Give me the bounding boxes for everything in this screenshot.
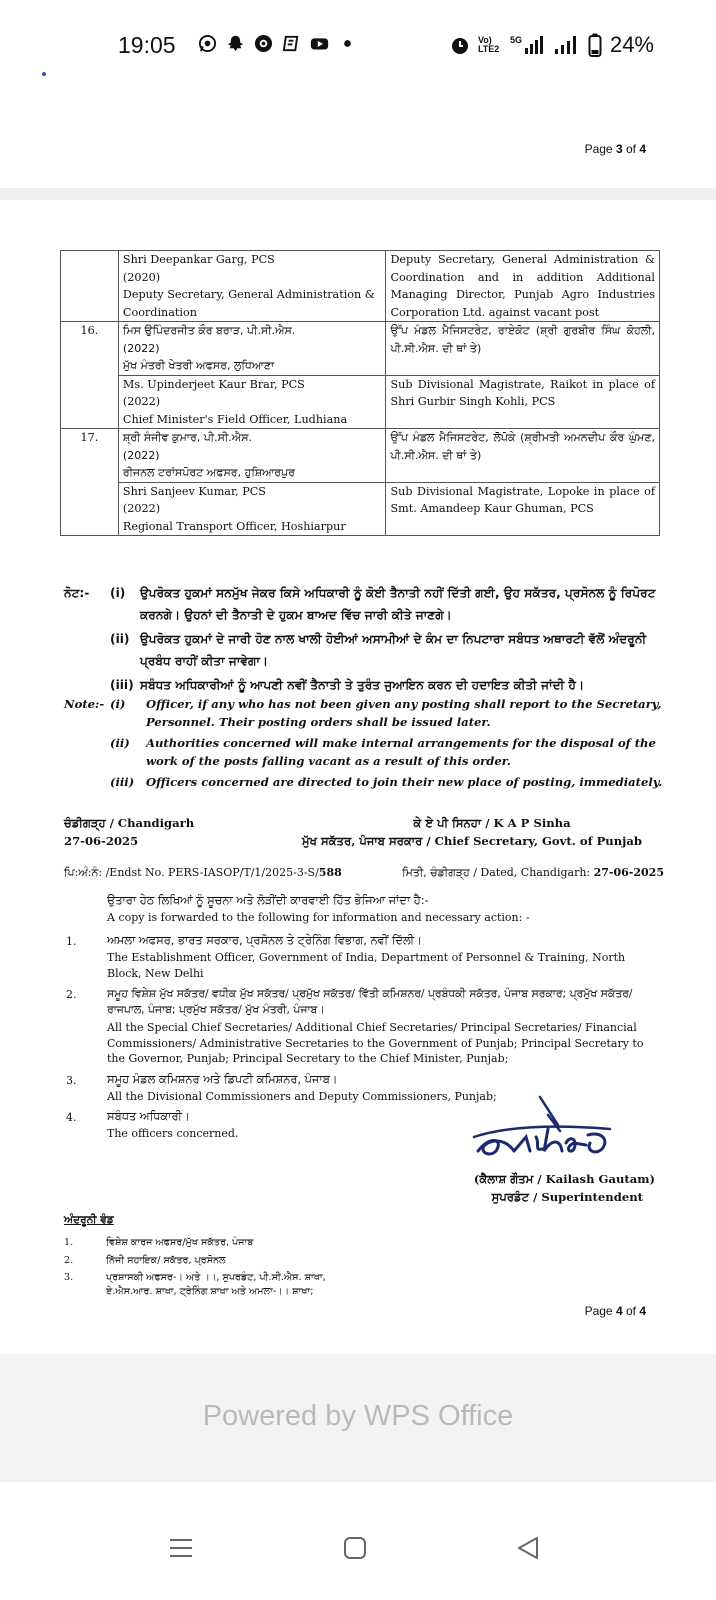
table-row xyxy=(61,429,660,483)
recipient-en: The officers concerned. xyxy=(107,1127,239,1140)
back-icon[interactable] xyxy=(515,1535,541,1561)
table-row xyxy=(61,251,660,322)
note-item: (ii) Authorities concerned will make internal arrangements for the disposal of the work of the posts falling vacant as a result of this order. xyxy=(110,736,656,768)
serial-cell: 16. xyxy=(61,322,119,429)
copy-line-pa: ਉਤਾਰਾ ਹੇਠ ਲਿਖਿਆਂ ਨੂੰ ਸੂਚਨਾ ਅਤੇ ਲੋੜੀਂਦੀ ਕਾਰਵਾਈ ਹਿੱਤ ਭੇਜਿਆ ਜਾਂਦਾ ਹੈ:- xyxy=(107,893,429,907)
recipient-en: All the Special Chief Secretaries/ Additional Chief Secretaries/ Principal Secretaries/ Financial Commissioners/ Administrative Secretaries to the Government of Punjab; Principal Secretary to the Governor, Punjab; Principal Secretary to the Chief Minister, Punjab; xyxy=(107,1021,644,1065)
table-row xyxy=(61,322,660,376)
officer-cell-pa: ਸ਼੍ਰੀ ਸੰਜੀਵ ਕੁਮਾਰ, ਪੀ.ਸੀ.ਐਸ. (2022) ਰੀਜਨਲ ਟਰਾਂਸਪੋਰਟ ਅਫਸਰ, ਹੁਸ਼ਿਆਰਪੁਰ xyxy=(118,429,386,483)
endorsement-number: ਪਿ:ਅੰ:ਨੰ: /Endst No. PERS-IASOP/T/1/2025-3-S/588 xyxy=(64,866,342,879)
home-icon[interactable] xyxy=(342,1535,368,1561)
signal-5g: 5G xyxy=(510,35,546,55)
youtube-icon xyxy=(310,34,329,53)
notification-icons xyxy=(198,34,357,53)
list-number: 4. xyxy=(66,1111,77,1124)
recipient-pa: ਸਮੂਹ ਮੰਡਲ ਕਮਿਸ਼ਨਰ ਅਤੇ ਡਿਪਟੀ ਕਮਿਸ਼ਨਰ, ਪੰਜਾਬ। xyxy=(107,1072,338,1086)
b-app-icon xyxy=(282,34,301,53)
list-number: 2. xyxy=(66,988,77,1001)
page-indicator-top: Page 3 of 4 xyxy=(584,142,646,156)
clock: 19:05 xyxy=(118,32,176,58)
indicator-dot xyxy=(42,72,46,76)
superintendent-block: (ਕੈਲਾਸ਼ ਗੌਤਮ / Kailash Gautam) ਸੁਪਰਡੰਟ / Superintendent xyxy=(473,1172,655,1204)
note-item: Note:- (i) Officer, if any who has not been given any posting shall report to the Secretary, Personnel. Their posting orders shall be issued later. xyxy=(64,697,662,729)
battery-percent: 24% xyxy=(609,32,654,57)
endorsement-line xyxy=(64,866,664,880)
notes-punjabi xyxy=(64,582,664,696)
recents-icon[interactable] xyxy=(168,1535,194,1561)
recipient-pa: ਸਮੂਹ ਵਿਸ਼ੇਸ਼ ਮੁੱਖ ਸਕੱਤਰ/ ਵਧੀਕ ਮੁੱਖ ਸਕੱਤਰ/ ਪ੍ਰਮੁੱਖ ਸਕੱਤਰ/ ਵਿੱਤੀ ਕਮਿਸ਼ਨਰ/ ਪ੍ਰਬੰਧਕੀ ਸਕੱਤਰ, ਪੰਜਾਬ ਸਰਕਾਰ; ਪ੍ਰਮੁੱਖ ਸਕੱਤਰ/ ਰਾਜਪਾਲ, ਪੰਜਾਬ; ਪ੍ਰਮੁੱਖ ਸਕੱਤਰ/ ਮੁੱਖ ਮੰਤਰੀ, ਪੰਜਾਬ। xyxy=(107,987,633,1016)
posting-cell: Sub Divisional Magistrate, Lopoke in place of Smt. Amandeep Kaur Ghuman, PCS xyxy=(386,482,660,536)
recipient-pa: ਅਮਲਾ ਅਫਸਰ, ਭਾਰਤ ਸਰਕਾਰ, ਪ੍ਰਸੋਨਲ ਤੇ ਟ੍ਰੇਨਿੰਗ ਵਿਭਾਗ, ਨਵੀਂ ਦਿੱਲੀ। xyxy=(107,933,422,947)
list-item: 3. ਪ੍ਰਸ਼ਾਸਕੀ ਅਫਸਰ-। ਅਤੇ ।।, ਸੁਪਰਡੰਟ, ਪੀ.ਸੀ.ਐਸ. ਸ਼ਾਖਾ, ਏ.ਐਸ.ਆਰ. ਸ਼ਾਖਾ, ਟ੍ਰੇਨਿੰਗ ਸ਼ਾਖਾ ਅਤੇ ਅਮਲਾ-।। ਸ਼ਾਖਾ; xyxy=(64,1272,326,1297)
copy-line-en: A copy is forwarded to the following for information and necessary action: - xyxy=(107,911,530,924)
posting-cell: Deputy Secretary, General Administration & Coordination and in addition Additional Managing Director, Punjab Agro Industries Corporation Ltd. against vacant post xyxy=(386,251,660,322)
whatsapp-icon xyxy=(198,34,217,53)
note-item: ਨੋਟ:- (i) ਉਪਰੋਕਤ ਹੁਕਮਾਂ ਸਨਮੁੱਖ ਜੇਕਰ ਕਿਸੇ ਅਧਿਕਾਰੀ ਨੂੰ ਕੋਈ ਤੈਨਾਤੀ ਨਹੀਂ ਦਿੱਤੀ ਗਈ, ਉਹ ਸਕੱਤਰ, ਪ੍ਰਸੋਨਲ ਨੂੰ ਰਿਪੋਰਟ ਕਰਨਗੇ। ਉਹਨਾਂ ਦੀ ਤੈਨਾਤੀ ਦੇ ਹੁਕਮ ਬਾਅਦ ਵਿੱਚ ਜਾਰੀ ਕੀਤੇ ਜਾਣਗੇ। xyxy=(64,586,656,622)
list-number: 3. xyxy=(66,1074,77,1087)
table-row xyxy=(61,375,660,429)
network-label: Vo) LTE2 xyxy=(477,35,500,54)
wps-watermark: Powered by WPS Office xyxy=(202,1400,514,1432)
snapchat-icon xyxy=(226,34,245,53)
recipient-pa: ਸਬੰਧਤ ਅਧਿਕਾਰੀ। xyxy=(107,1109,190,1123)
list-item: 2. ਨਿੱਜੀ ਸਹਾਇਕ/ ਸਕੱਤਰ, ਪ੍ਰਸੋਨਲ xyxy=(64,1255,226,1266)
page-separator xyxy=(0,188,716,200)
signal-bars-icon xyxy=(524,35,546,55)
serial-cell xyxy=(61,251,119,322)
officer-cell: Shri Deepankar Garg, PCS (2020) Deputy Secretary, General Administration & Coordination xyxy=(118,251,386,322)
officer-cell-pa: ਮਿਸ ਉਪਿੰਦਰਜੀਤ ਕੌਰ ਬਰਾੜ, ਪੀ.ਸੀ.ਐਸ. (2022) ਮੁੱਖ ਮੰਤਰੀ ਖੇਤਰੀ ਅਫਸਰ, ਲੁਧਿਆਣਾ xyxy=(118,322,386,376)
status-bar xyxy=(0,0,716,92)
system-indicators xyxy=(450,32,654,58)
list-number: 1. xyxy=(66,935,77,948)
signatory-block: ਕੇ ਏ ਪੀ ਸਿਨਹਾ / K A P Sinha ਮੁੱਖ ਸਕੱਤਰ, ਪੰਜਾਬ ਸਰਕਾਰ / Chief Secretary, Govt. of Punjab xyxy=(302,816,642,848)
posting-cell: Sub Divisional Magistrate, Raikot in place of Shri Gurbir Singh Kohli, PCS xyxy=(386,375,660,429)
internal-distribution-title: ਅੰਦਰੂਨੀ ਵੰਡ xyxy=(64,1214,114,1226)
postings-table xyxy=(60,250,660,536)
place-date: ਚੰਡੀਗੜ੍ਹ / Chandigarh 27-06-2025 xyxy=(64,816,195,848)
posting-cell-pa: ਉੱਪ ਮੰਡਲ ਮੈਜਿਸਟਰੇਟ, ਰਾਏਕੋਟ (ਸ਼੍ਰੀ ਗੁਰਬੀਰ ਸਿੰਘ ਕੋਹਲੀ, ਪੀ.ਸੀ.ਐਸ. ਦੀ ਥਾਂ ਤੇ) xyxy=(386,322,660,376)
note-item: (iii) Officers concerned are directed to join their new place of posting, immediately. xyxy=(110,775,663,789)
officer-cell: Shri Sanjeev Kumar, PCS (2022) Regional Transport Officer, Hoshiarpur xyxy=(118,482,386,536)
table-row xyxy=(61,482,660,536)
note-item: (ii) ਉਪਰੋਕਤ ਹੁਕਮਾਂ ਦੇ ਜਾਰੀ ਹੋਣ ਨਾਲ ਖਾਲੀ ਹੋਈਆਂ ਅਸਾਮੀਆਂ ਦੇ ਕੰਮ ਦਾ ਨਿਪਟਾਰਾ ਸਬੰਧਤ ਅਥਾਰਟੀ ਵੱਲੋਂ ਅੰਦਰੂਨੀ ਪ੍ਰਬੰਧ ਰਾਹੀਂ ਕੀਤਾ ਜਾਵੇਗਾ। xyxy=(110,632,647,668)
list-item: 1. ਵਿਸ਼ੇਸ਼ ਕਾਰਜ ਅਫਸਰ/ਮੁੱਖ ਸਕੱਤਰ, ਪੰਜਾਬ xyxy=(64,1237,254,1248)
camera-icon xyxy=(254,34,273,53)
note-item: (iii) ਸਬੰਧਤ ਅਧਿਕਾਰੀਆਂ ਨੂੰ ਆਪਣੀ ਨਵੀਂ ਤੈਨਾਤੀ ਤੇ ਤੁਰੰਤ ਜੁਆਇਨ ਕਰਨ ਦੀ ਹਦਾਇਤ ਕੀਤੀ ਜਾਂਦੀ ਹੈ। xyxy=(110,678,585,692)
page-indicator-bottom: Page 4 of 4 xyxy=(584,1304,646,1318)
notes-english xyxy=(64,696,664,792)
alarm-icon xyxy=(450,35,470,55)
handwritten-signature xyxy=(470,1085,620,1165)
signal-bars-2-icon xyxy=(554,35,580,55)
recipient-en: All the Divisional Commissioners and Deputy Commissioners, Punjab; xyxy=(107,1090,497,1103)
posting-cell-pa: ਉੱਪ ਮੰਡਲ ਮੈਜਿਸਟਰੇਟ, ਲੋਪੋਕੇ (ਸ਼੍ਰੀਮਤੀ ਅਮਨਦੀਪ ਕੌਰ ਘੁੰਮਣ, ਪੀ.ਸੀ.ਐਸ. ਦੀ ਥਾਂ ਤੇ) xyxy=(386,429,660,483)
officer-cell: Ms. Upinderjeet Kaur Brar, PCS (2022) Chief Minister's Field Officer, Ludhiana xyxy=(118,375,386,429)
dot-icon xyxy=(338,34,357,53)
serial-cell: 17. xyxy=(61,429,119,536)
endorsement-date: ਮਿਤੀ, ਚੰਡੀਗੜ੍ਹ / Dated, Chandigarh: 27-06-2025 xyxy=(402,866,664,879)
recipient-en: The Establishment Officer, Government of India, Department of Personnel & Training, North Block, New Delhi xyxy=(107,951,626,980)
battery-icon xyxy=(588,33,602,57)
